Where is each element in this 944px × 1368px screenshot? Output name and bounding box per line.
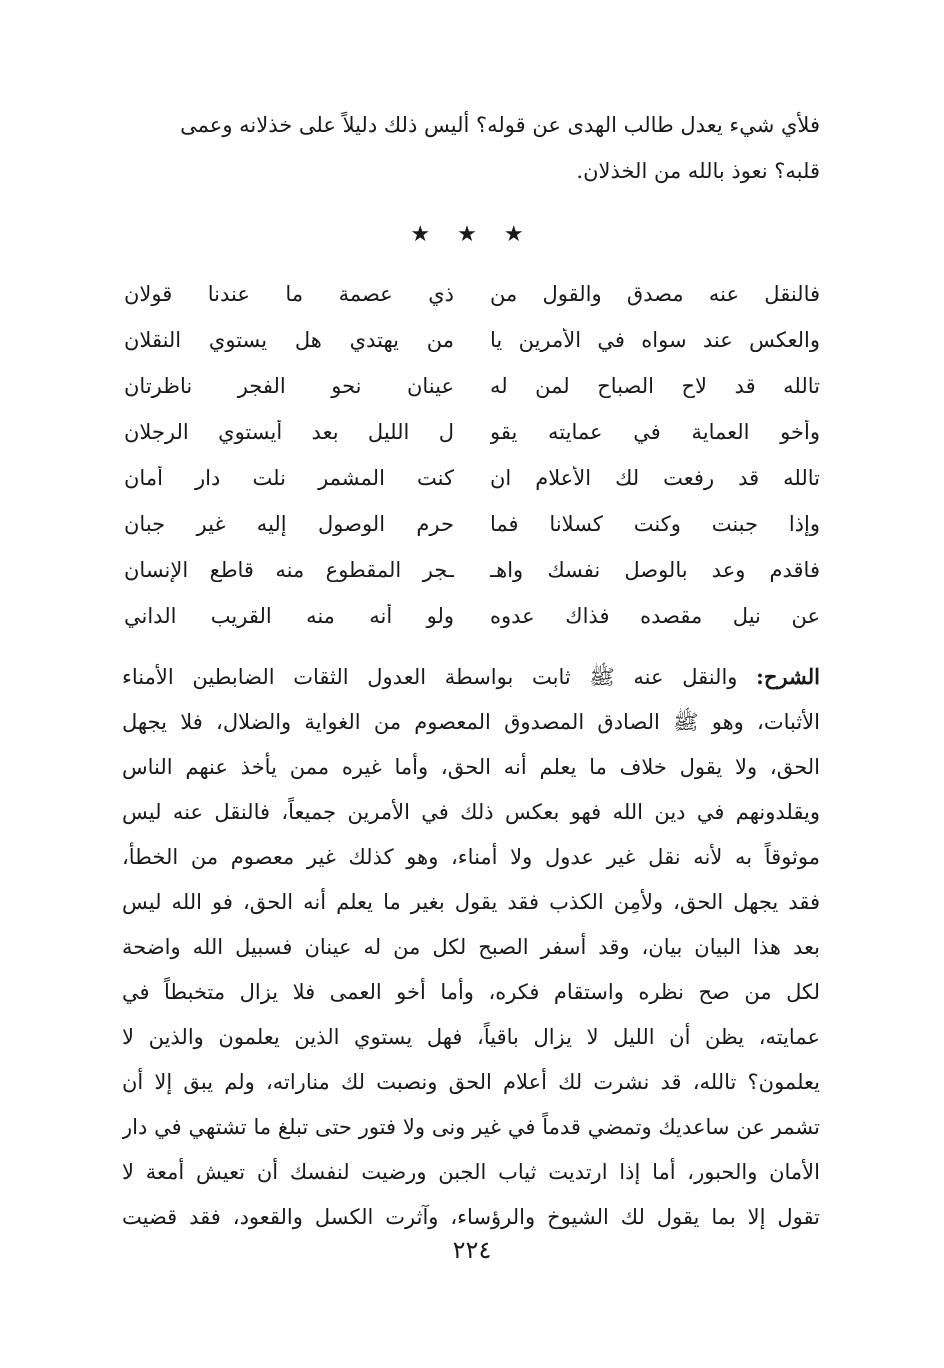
poem-verse <box>124 466 820 512</box>
commentary-line: موثوقاً به لأنه نقل غير عدول ولا أمناء، وهو كذلك غير معصوم من الخطأ، <box>122 845 820 869</box>
commentary-line: بعد هذا البيان بيان، وقد أسفر الصبح لكل من له عينان فسبيل الله واضحة <box>122 935 820 959</box>
intro-line: فلأي شيء يعدل طالب الهدى عن قوله؟ أليس ذلك دليلاً على خذلانه وعمى <box>180 113 820 137</box>
verse-second-hemistich: ذي عصمة ما عندنا قولان <box>124 282 454 306</box>
poem-verse <box>124 420 820 466</box>
intro-line: قلبه؟ نعوذ بالله من الخذلان. <box>576 159 820 183</box>
commentary-line: تقول إلا بما يقول لك الشيوخ والرؤساء، وآثرت الكسل والقعود، فقد قضيت <box>122 1205 820 1229</box>
verse-second-hemistich: ـجر المقطوع منه قاطع الإنسان <box>124 558 454 582</box>
verse-first-hemistich: وأخو العماية في عمايته يقو <box>490 420 820 444</box>
commentary-line: تشمر عن ساعديك وتمضي قدماً في غير ونى ولا فتور حتى تبلغ ما تشتهي في دار <box>122 1115 820 1139</box>
commentary-line: فقد يجهل الحق، ولأمِن الكذب فقد يقول بغير ما يعلم أنه الحق، فو الله ليس <box>122 890 820 914</box>
poem-verse <box>124 558 820 604</box>
poem-verse <box>124 282 820 328</box>
intro-paragraph <box>126 102 820 194</box>
commentary-line: يعلمون؟ تالله، قد نشرت لك أعلام الحق ونصبت لك مناراته، ولم يبق إلا أن <box>122 1070 820 1094</box>
verse-second-hemistich: من يهتدي هل يستوي النقلان <box>124 328 454 352</box>
verse-second-hemistich: عينان نحو الفجر ناظرتان <box>124 374 454 398</box>
verse-first-hemistich: فالنقل عنه مصدق والقول من <box>490 282 820 306</box>
commentary-line: لكل من صح نظره واستقام فكره، وأما أخو العمى فلا يزال متخبطاً في <box>122 980 820 1004</box>
verse-first-hemistich: عن نيل مقصده فذاك عدوه <box>490 604 820 628</box>
commentary-line: عمايته، يظن أن الليل لا يزال باقياً، فهل يستوي الذين يعلمون والذين لا <box>122 1025 820 1049</box>
verse-second-hemistich: ولو أنه منه القريب الداني <box>124 604 454 628</box>
commentary-line: الأثبات، وهو ﷺ الصادق المصدوق المعصوم من الغواية والضلال، فلا يجهل <box>122 710 820 734</box>
poem-verse <box>124 604 820 650</box>
page-number: ٢٢٤ <box>452 1236 492 1264</box>
section-divider: ★ ★ ★ <box>410 222 534 247</box>
commentary-label: الشرح: <box>756 664 820 689</box>
commentary-first-line-text: والنقل عنه ﷺ ثابت بواسطة العدول الثقات الضابطين الأمناء <box>122 665 738 689</box>
verse-first-hemistich: والعكس عند سواه في الأمرين يا <box>490 328 820 352</box>
commentary-line: ويقلدونهم في دين الله فهو بعكس ذلك في الأمرين جميعاً، فالنقل عنه ليس <box>122 800 820 824</box>
poem <box>124 282 820 650</box>
verse-first-hemistich: تالله قد لاح الصباح لمن له <box>490 374 820 398</box>
commentary-paragraph <box>122 654 820 1240</box>
verse-second-hemistich: حرم الوصول إليه غير جبان <box>124 512 454 536</box>
commentary-line: الحق، ولا يقول خلاف ما يعلم أنه الحق، وأما غيره ممن يأخذ عنهم الناس <box>122 755 820 779</box>
verse-second-hemistich: كنت المشمر نلت دار أمان <box>124 466 454 490</box>
poem-verse <box>124 512 820 558</box>
commentary-line <box>122 654 820 700</box>
commentary-line: الأمان والحبور، أما إذا ارتديت ثياب الجبن ورضيت لنفسك أن تعيش أمعة لا <box>122 1160 820 1184</box>
verse-second-hemistich: ل الليل بعد أيستوي الرجلان <box>124 420 454 444</box>
verse-first-hemistich: تالله قد رفعت لك الأعلام ان <box>490 466 820 490</box>
poem-verse <box>124 374 820 420</box>
verse-first-hemistich: وإذا جبنت وكنت كسلانا فما <box>490 512 820 536</box>
poem-verse <box>124 328 820 374</box>
verse-first-hemistich: فاقدم وعد بالوصل نفسك واهـ <box>490 558 820 582</box>
